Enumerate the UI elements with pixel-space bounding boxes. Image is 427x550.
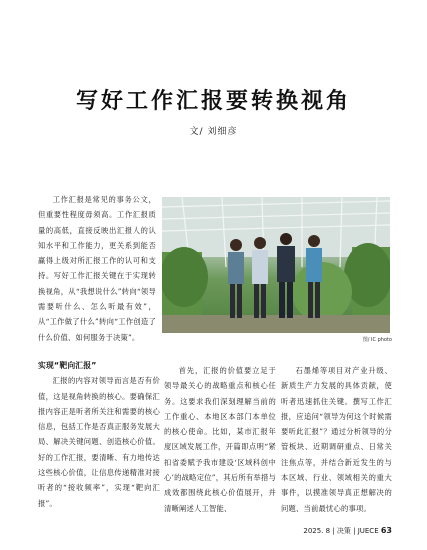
column-2 (164, 363, 276, 516)
page-footer (303, 526, 392, 536)
column-1 (38, 358, 160, 511)
page-number: 63 (380, 526, 392, 535)
greenhouse-photo-illustration (162, 197, 390, 333)
column-2-paragraph: 首先，汇报的价值要立足于领导最关心的战略重点和核心任务。这要求我们深刻理解当前的工作重心、本地区本部门本单位的核心使命。比如，某市汇报年度区域发展工作，开篇即点明“紧扣省委赋予我市建设‘区域科创中心’的战略定位”，其后所有举措与成效都围绕此核心价值展开，并清晰阐述人工智能、 (164, 366, 276, 513)
column-3 (281, 363, 392, 516)
article-photo (162, 197, 390, 333)
intro-paragraph: 工作汇报是常见的事务公文，但重要性程度毋须高。工作汇报质量的高低，直接反映出汇报人的认知水平和工作能力，更关系到能否赢得上级对所汇报工作的认可和支持。写好工作汇报关键在于实现转换视角，从“我想说什么”转向“领导需要听什么、怎么听最有效”，从“工作做了什么”转向“工作创造了什么价值、如何服务于决策”。 (38, 195, 156, 342)
article-title: 写好工作汇报要转换视角 (75, 89, 351, 114)
article-intro (38, 192, 156, 345)
photo-credit: 图/ IC photo (362, 337, 392, 343)
folio-text: 2025. 8 | 决策 | JUECE (303, 527, 379, 535)
column-3-paragraph: 石墨烯等项目对产业升级、新质生产力发展的具体贡献，使听者迅速抓住关键。撰写工作汇报，应追问“领导为何这个时候需要听此汇报”？通过分析领导的分管板块、近期调研重点、日常关注焦点等，并结合新近发生的与本区域、行业、领域相关的重大事件，以摸准领导真正想解决的问题、当前最忧心的事项。 (281, 366, 392, 513)
column-1-paragraph: 汇报的内容对领导而言是否有价值，这是视角转换的核心。要确保汇报内容正是听者所关注和需要的核心信息，包括工作是否真正服务发展大局、解决关键问题、创造核心价值。好的工作汇报，要清晰、有力地传达这些核心价值，让信息传递精准对接听者的“接收频率”，实现“靶向汇报”。 (38, 376, 160, 508)
article-byline: 文/ 刘细彦 (189, 127, 238, 137)
section-heading: 实现“靶向汇报” (38, 361, 97, 370)
